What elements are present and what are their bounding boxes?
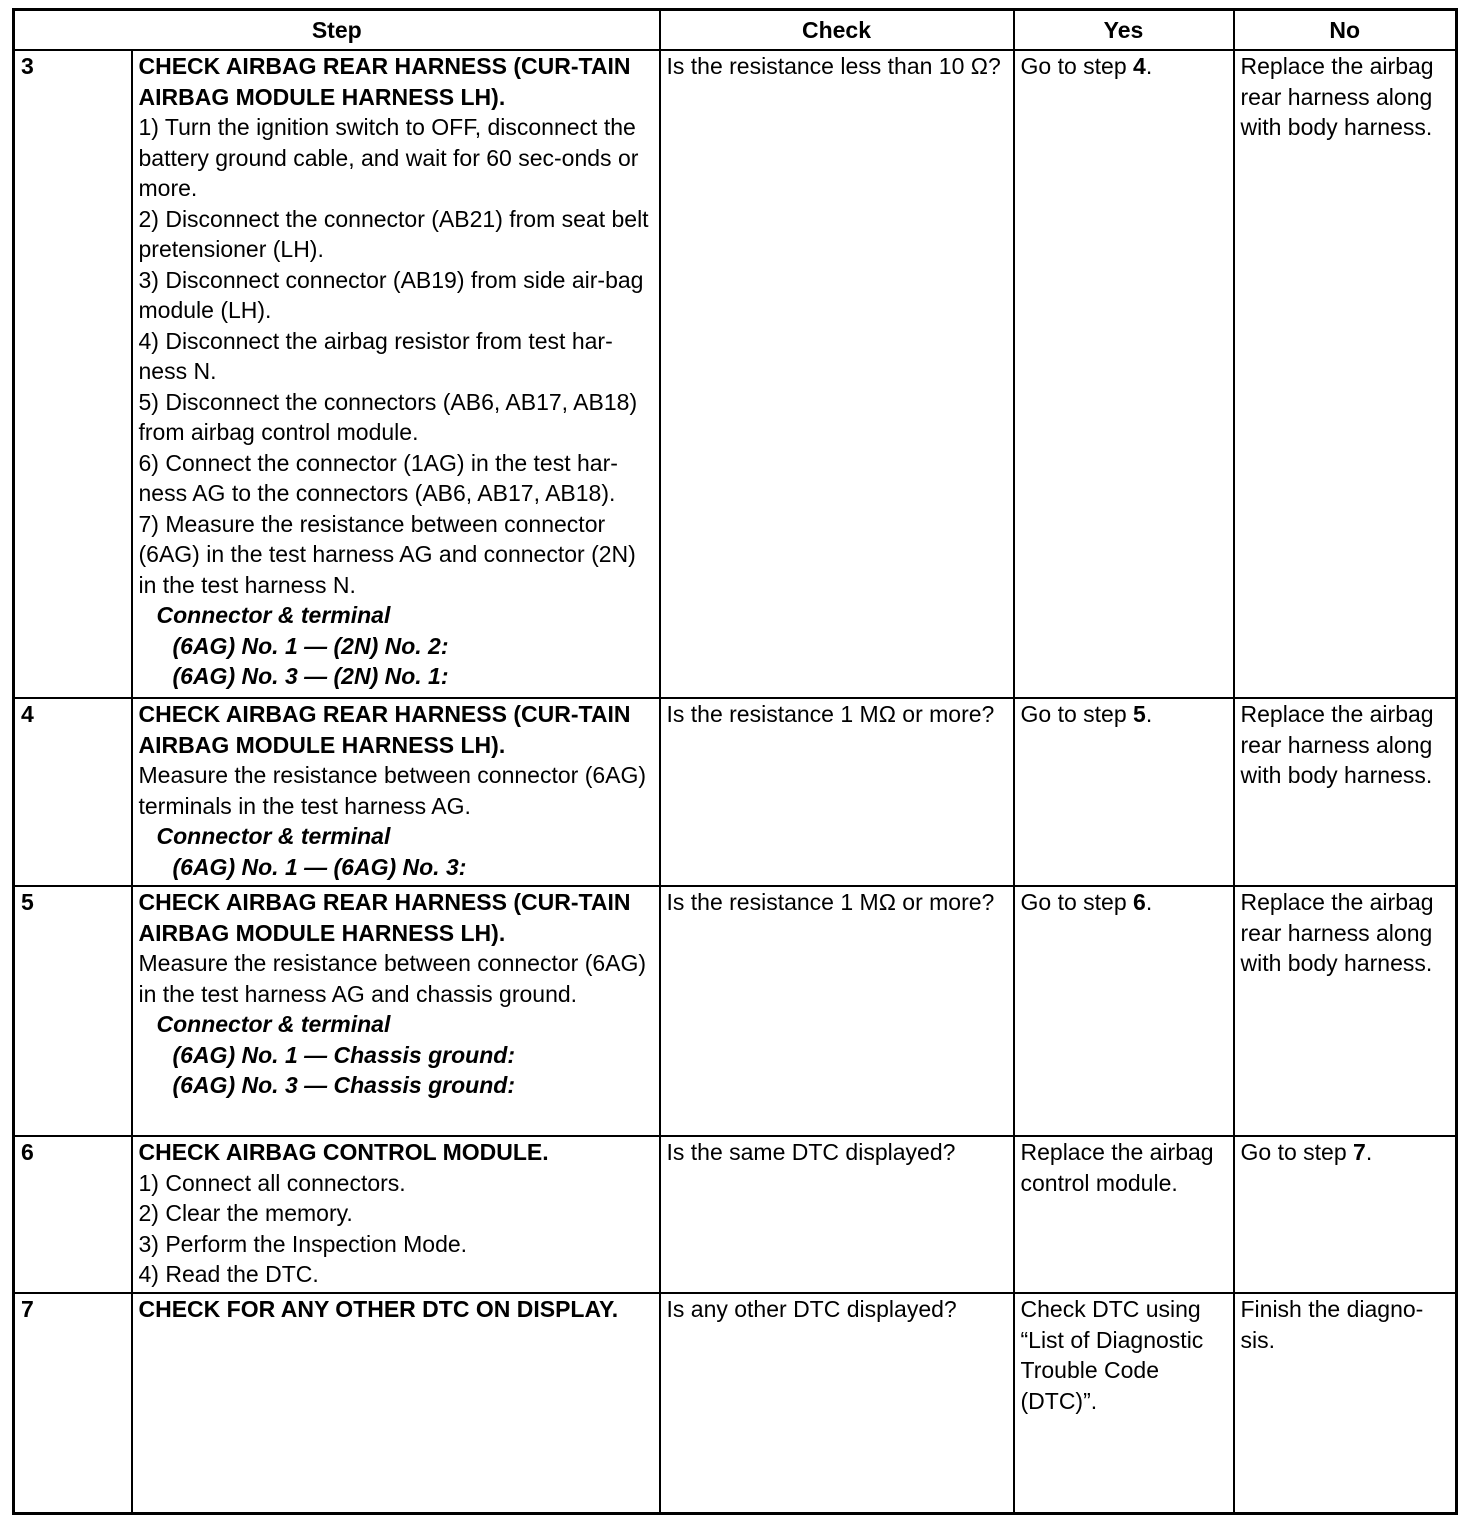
terminal-spec: (6AG) No. 1 — (6AG) No. 3: [172,853,467,880]
yes-action [1014,50,1234,698]
substep: 1) Turn the ignition switch to OFF, disconnect the battery ground cable, and wait for 60 sec-onds or more. [138,114,639,201]
header-row [14,10,1457,51]
yes-suffix: . [1145,53,1153,79]
yes-step-ref: 6 [1133,889,1146,915]
terminal-title: Connector & terminal [156,602,391,628]
yes-action [1014,886,1234,1136]
yes-suffix: . [1145,889,1153,915]
yes-step-ref: 5 [1133,701,1146,727]
step-number: 3 [14,50,132,698]
substep: 2) Clear the memory. [138,1200,353,1226]
yes-suffix: . [1145,701,1153,727]
substep: 1) Connect all connectors. [138,1169,406,1196]
terminal-spec: (6AG) No. 3 — (2N) No. 1: [172,663,449,689]
step-title: CHECK FOR ANY OTHER DTC ON DISPLAY. [138,1296,619,1322]
step-body: Measure the resistance between connector (6AG) in the test harness AG and chassis ground. [138,950,647,1007]
step-title: CHECK AIRBAG REAR HARNESS (CUR-TAIN AIRBAG MODULE HARNESS LH). [138,53,631,110]
substep: 4) Disconnect the airbag resistor from test har-ness N. [138,327,613,384]
table-row-step-3 [14,50,1457,698]
substep: 7) Measure the resistance between connector (6AG) in the test harness AG and connector (2N) in the test harness N. [138,510,636,598]
no-action [1234,1136,1457,1293]
terminal-spec: (6AG) No. 3 — Chassis ground: [172,1072,515,1098]
step-number: 4 [14,698,132,886]
step-body: Measure the resistance between connector (6AG) terminals in the test harness AG. [138,762,647,819]
no-action: Finish the diagno-sis. [1234,1293,1457,1513]
substep: 4) Read the DTC. [138,1261,319,1287]
step-description [132,698,660,886]
no-action: Replace the airbag rear harness along with body harness. [1234,698,1457,886]
header-check: Check [660,10,1014,51]
terminal-spec: (6AG) No. 1 — Chassis ground: [172,1041,515,1068]
substep: 3) Perform the Inspection Mode. [138,1230,468,1257]
table-row-step-7 [14,1293,1457,1513]
yes-action: Check DTC using “List of Diagnostic Trouble Code (DTC)”. [1014,1293,1234,1513]
terminal-title: Connector & terminal [156,823,391,849]
yes-prefix: Go to step [1020,701,1134,727]
step-description [132,886,660,1136]
yes-step-ref: 4 [1133,53,1146,79]
substep: 5) Disconnect the connectors (AB6, AB17, AB18) from airbag control module. [138,388,638,445]
no-action: Replace the airbag rear harness along with body harness. [1234,886,1457,1136]
header-yes: Yes [1014,10,1234,51]
no-prefix: Go to step [1240,1139,1354,1165]
no-suffix: . [1365,1139,1373,1165]
terminal-spec: (6AG) No. 1 — (2N) No. 2: [172,632,449,659]
check-question: Is the resistance less than 10 Ω? [660,50,1014,698]
diagnostic-table [12,8,1458,1515]
step-description [132,1293,660,1513]
substep: 6) Connect the connector (1AG) in the test har-ness AG to the connectors (AB6, AB17, AB18). [138,449,618,506]
yes-action [1014,698,1234,886]
check-question: Is any other DTC displayed? [660,1293,1014,1513]
yes-action: Replace the airbag control module. [1014,1136,1234,1293]
step-description [132,50,660,698]
step-number: 5 [14,886,132,1136]
table-row-step-5 [14,886,1457,1136]
step-title: CHECK AIRBAG REAR HARNESS (CUR-TAIN AIRBAG MODULE HARNESS LH). [138,889,631,946]
step-title: CHECK AIRBAG CONTROL MODULE. [138,1139,549,1165]
yes-prefix: Go to step [1020,53,1134,79]
no-step-ref: 7 [1353,1139,1366,1165]
table-row-step-6 [14,1136,1457,1293]
substep: 2) Disconnect the connector (AB21) from seat belt pretensioner (LH). [138,205,649,262]
check-question: Is the resistance 1 MΩ or more? [660,886,1014,1136]
check-question: Is the resistance 1 MΩ or more? [660,698,1014,886]
terminal-title: Connector & terminal [156,1011,391,1037]
step-number: 6 [14,1136,132,1293]
no-action: Replace the airbag rear harness along with body harness. [1234,50,1457,698]
header-no: No [1234,10,1457,51]
substep: 3) Disconnect connector (AB19) from side air-bag module (LH). [138,266,644,323]
step-title: CHECK AIRBAG REAR HARNESS (CUR-TAIN AIRBAG MODULE HARNESS LH). [138,701,631,758]
table-row-step-4 [14,698,1457,886]
yes-prefix: Go to step [1020,889,1134,915]
step-number: 7 [14,1293,132,1513]
header-step: Step [14,10,660,51]
check-question: Is the same DTC displayed? [660,1136,1014,1293]
step-description [132,1136,660,1293]
